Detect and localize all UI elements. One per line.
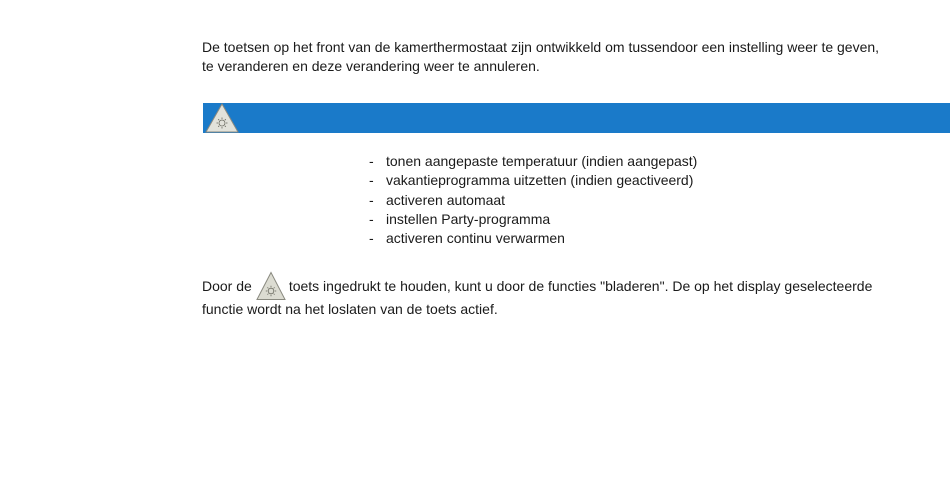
list-item-label: instellen Party-programma [386, 210, 551, 227]
function-list [369, 152, 697, 248]
paragraph-text-before-icon: Door de [202, 278, 252, 294]
list-dash: - [369, 172, 374, 189]
list-item-label: tonen aangepaste temperatuur (indien aangepast) [386, 153, 698, 169]
intro-line-1: De toetsen op het front van de kamerthermostaat zijn ontwikkeld om tussendoor een instelling weer te geven, [202, 39, 880, 55]
browse-paragraph [202, 271, 950, 319]
list-item-label: activeren continu verwarmen [386, 230, 565, 247]
paragraph-text-after-icon: toets ingedrukt te houden, kunt u door de functies "bladeren". De op het display geselecteerde [288, 278, 873, 294]
intro-paragraph [202, 38, 950, 76]
list-dash: - [369, 210, 374, 227]
list-item [369, 171, 697, 190]
info-banner [203, 103, 950, 133]
list-dash: - [369, 230, 374, 247]
list-item [369, 210, 697, 229]
list-item-label: activeren automaat [386, 191, 506, 208]
sun-button-triangle-icon [256, 271, 286, 301]
list-item [369, 229, 697, 248]
list-item [369, 191, 697, 210]
list-item-label: vakantieprogramma uitzetten (indien geactiveerd) [386, 172, 694, 189]
browse-paragraph-line-1 [202, 271, 950, 301]
browse-paragraph-line-2: functie wordt na het loslaten van de toets actief. [202, 301, 498, 317]
sun-button-triangle-icon [205, 103, 239, 133]
list-dash: - [369, 153, 374, 169]
list-dash: - [369, 191, 374, 208]
list-item [369, 152, 697, 171]
intro-line-2: te veranderen en deze verandering weer te annuleren. [202, 58, 540, 74]
